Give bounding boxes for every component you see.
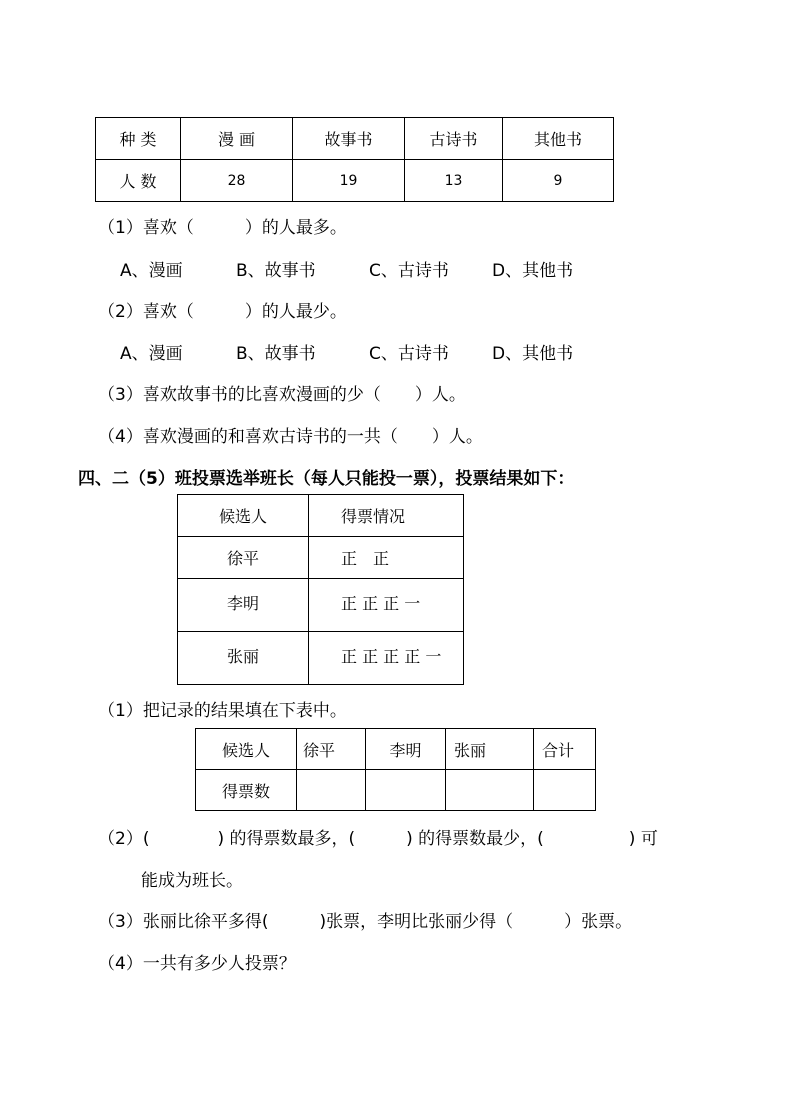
q1-option-d: D、其他书 xyxy=(492,261,574,281)
table-cell: 李明 xyxy=(178,579,309,632)
table-header-cell: 徐平 xyxy=(297,729,366,770)
answer-cell[interactable] xyxy=(297,770,366,811)
q1-option-b: B、故事书 xyxy=(236,261,316,281)
sub-question-3: （3）张丽比徐平多得( )张票，李明比张丽少得（ ）张票。 xyxy=(98,912,633,932)
tally-table xyxy=(177,494,464,685)
table-header-cell: 张丽 xyxy=(446,729,534,770)
sub-question-2-continued: 能成为班长。 xyxy=(141,871,243,891)
q1-option-c: C、古诗书 xyxy=(369,261,449,281)
tally-marks: 正 正 xyxy=(309,537,464,579)
table-header-cell: 漫 画 xyxy=(181,118,293,160)
table-cell: 19 xyxy=(293,160,405,202)
question-4: （4）喜欢漫画的和喜欢古诗书的一共（ ）人。 xyxy=(98,427,483,447)
sub-question-2: （2）( ) 的得票数最多，( ) 的得票数最少，( ) 可 xyxy=(98,829,658,849)
table-cell: 13 xyxy=(405,160,503,202)
q2-option-c: C、古诗书 xyxy=(369,344,449,364)
table-cell: 人 数 xyxy=(96,160,181,202)
table-header-cell: 李明 xyxy=(366,729,446,770)
table-header-cell: 候选人 xyxy=(178,495,309,537)
answer-cell[interactable] xyxy=(366,770,446,811)
sub-question-1: （1）把记录的结果填在下表中。 xyxy=(98,701,347,721)
q2-option-b: B、故事书 xyxy=(236,344,316,364)
table-header-cell: 候选人 xyxy=(196,729,297,770)
question-1: （1）喜欢（ ）的人最多。 xyxy=(98,218,347,238)
table-cell: 9 xyxy=(503,160,614,202)
q1-option-a: A、漫画 xyxy=(120,261,183,281)
table-header-cell: 其他书 xyxy=(503,118,614,160)
table-header-cell: 古诗书 xyxy=(405,118,503,160)
table-header-cell: 合计 xyxy=(534,729,596,770)
table-header-cell: 种 类 xyxy=(96,118,181,160)
table-header-cell: 故事书 xyxy=(293,118,405,160)
result-table xyxy=(195,728,596,811)
table-cell: 得票数 xyxy=(196,770,297,811)
question-3: （3）喜欢故事书的比喜欢漫画的少（ ）人。 xyxy=(98,385,466,405)
table-cell: 张丽 xyxy=(178,632,309,685)
answer-cell[interactable] xyxy=(446,770,534,811)
answer-cell[interactable] xyxy=(534,770,596,811)
q2-option-d: D、其他书 xyxy=(492,344,574,364)
table-cell: 28 xyxy=(181,160,293,202)
tally-marks: 正 正 正 一 xyxy=(309,579,464,632)
table-cell: 徐平 xyxy=(178,537,309,579)
table-header-cell: 得票情况 xyxy=(309,495,464,537)
tally-marks: 正 正 正 正 一 xyxy=(309,632,464,685)
q2-option-a: A、漫画 xyxy=(120,344,183,364)
section-4-heading: 四、二（5）班投票选举班长（每人只能投一票），投票结果如下： xyxy=(78,469,575,489)
question-2: （2）喜欢（ ）的人最少。 xyxy=(98,302,347,322)
sub-question-4: （4）一共有多少人投票？ xyxy=(98,954,296,974)
book-preference-table xyxy=(95,117,614,202)
